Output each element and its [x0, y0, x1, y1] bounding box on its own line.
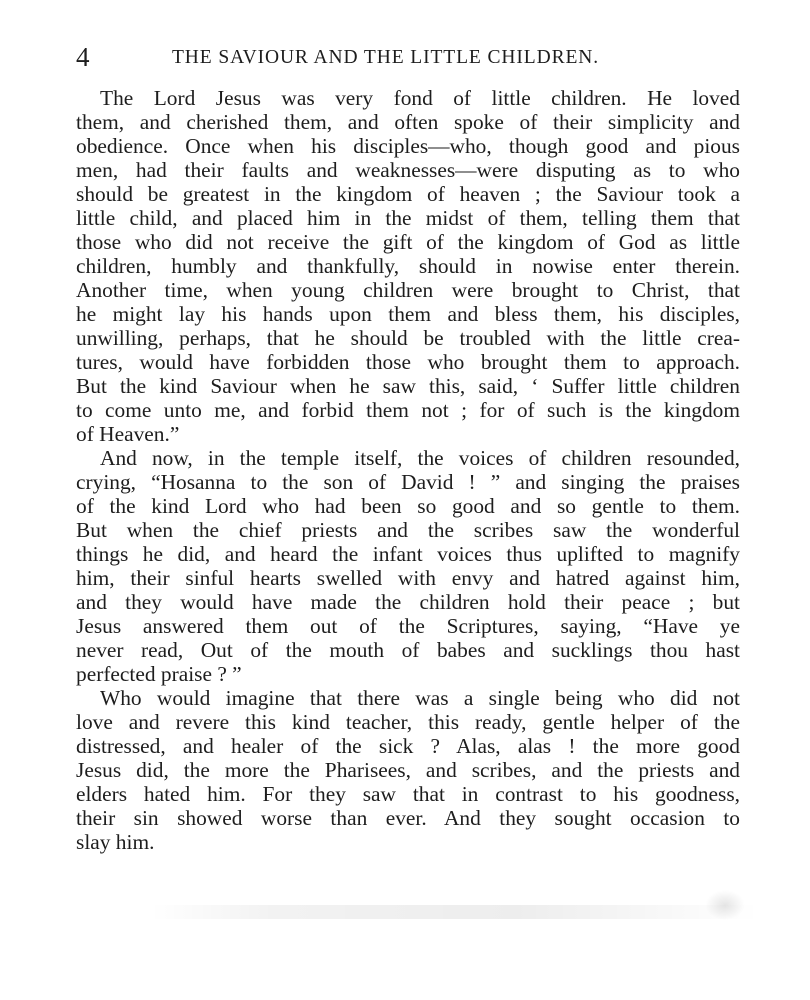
scan-mark	[705, 890, 745, 920]
text-line: crying, “Hosanna to the son of David ! ” and singing the praises	[76, 470, 740, 494]
text-line: men, had their faults and weaknesses—were disputing as to who	[76, 158, 740, 182]
text-line: And now, in the temple itself, the voices of children resounded,	[100, 446, 740, 470]
text-line: never read, Out of the mouth of babes and sucklings thou hast	[76, 638, 740, 662]
text-line: Jesus answered them out of the Scriptures, saying, “Have ye	[76, 614, 740, 638]
text-line: distressed, and healer of the sick ? Alas, alas ! the more good	[76, 734, 740, 758]
text-line: Who would imagine that there was a single being who did not	[100, 686, 740, 710]
paragraph-1	[76, 86, 740, 446]
text-line: perfected praise ? ”	[76, 662, 242, 686]
paragraph-3	[76, 686, 740, 854]
text-line: Another time, when young children were brought to Christ, that	[76, 278, 740, 302]
text-line: those who did not receive the gift of the kingdom of God as little	[76, 230, 740, 254]
text-line: Jesus did, the more the Pharisees, and scribes, and the priests and	[76, 758, 740, 782]
text-line: obedience. Once when his disciples—who, though good and pious	[76, 134, 740, 158]
text-line: slay him.	[76, 830, 155, 854]
text-line: them, and cherished them, and often spoke of their simplicity and	[76, 110, 740, 134]
text-line: should be greatest in the kingdom of heaven ; the Saviour took a	[76, 182, 740, 206]
text-line: But the kind Saviour when he saw this, said, ‘ Suffer little children	[76, 374, 740, 398]
paragraph-2	[76, 446, 740, 686]
text-line: to come unto me, and forbid them not ; for of such is the kingdom	[76, 398, 740, 422]
text-line: and they would have made the children hold their peace ; but	[76, 590, 740, 614]
text-line: unwilling, perhaps, that he should be troubled with the little crea-	[76, 326, 740, 350]
text-line: The Lord Jesus was very fond of little children. He loved	[100, 86, 740, 110]
text-line: children, humbly and thankfully, should in nowise enter therein.	[76, 254, 740, 278]
text-line: he might lay his hands upon them and bless them, his disciples,	[76, 302, 740, 326]
page-number: 4	[76, 42, 90, 72]
text-line: tures, would have forbidden those who brought them to approach.	[76, 350, 740, 374]
text-line: their sin showed worse than ever. And they sought occasion to	[76, 806, 740, 830]
page-header	[76, 40, 726, 74]
text-line: love and revere this kind teacher, this ready, gentle helper of the	[76, 710, 740, 734]
running-title: THE SAVIOUR AND THE LITTLE CHILDREN.	[172, 47, 600, 68]
text-line: of the kind Lord who had been so good and so gentle to them.	[76, 494, 740, 518]
text-line: him, their sinful hearts swelled with envy and hatred against him,	[76, 566, 740, 590]
text-line: elders hated him. For they saw that in contrast to his goodness,	[76, 782, 740, 806]
text-line: of Heaven.”	[76, 422, 180, 446]
text-line: things he did, and heard the infant voices thus uplifted to magnify	[76, 542, 740, 566]
body-text	[76, 86, 740, 854]
text-line: But when the chief priests and the scribes saw the wonderful	[76, 518, 740, 542]
scan-smudge	[150, 905, 760, 919]
text-line: little child, and placed him in the midst of them, telling them that	[76, 206, 740, 230]
